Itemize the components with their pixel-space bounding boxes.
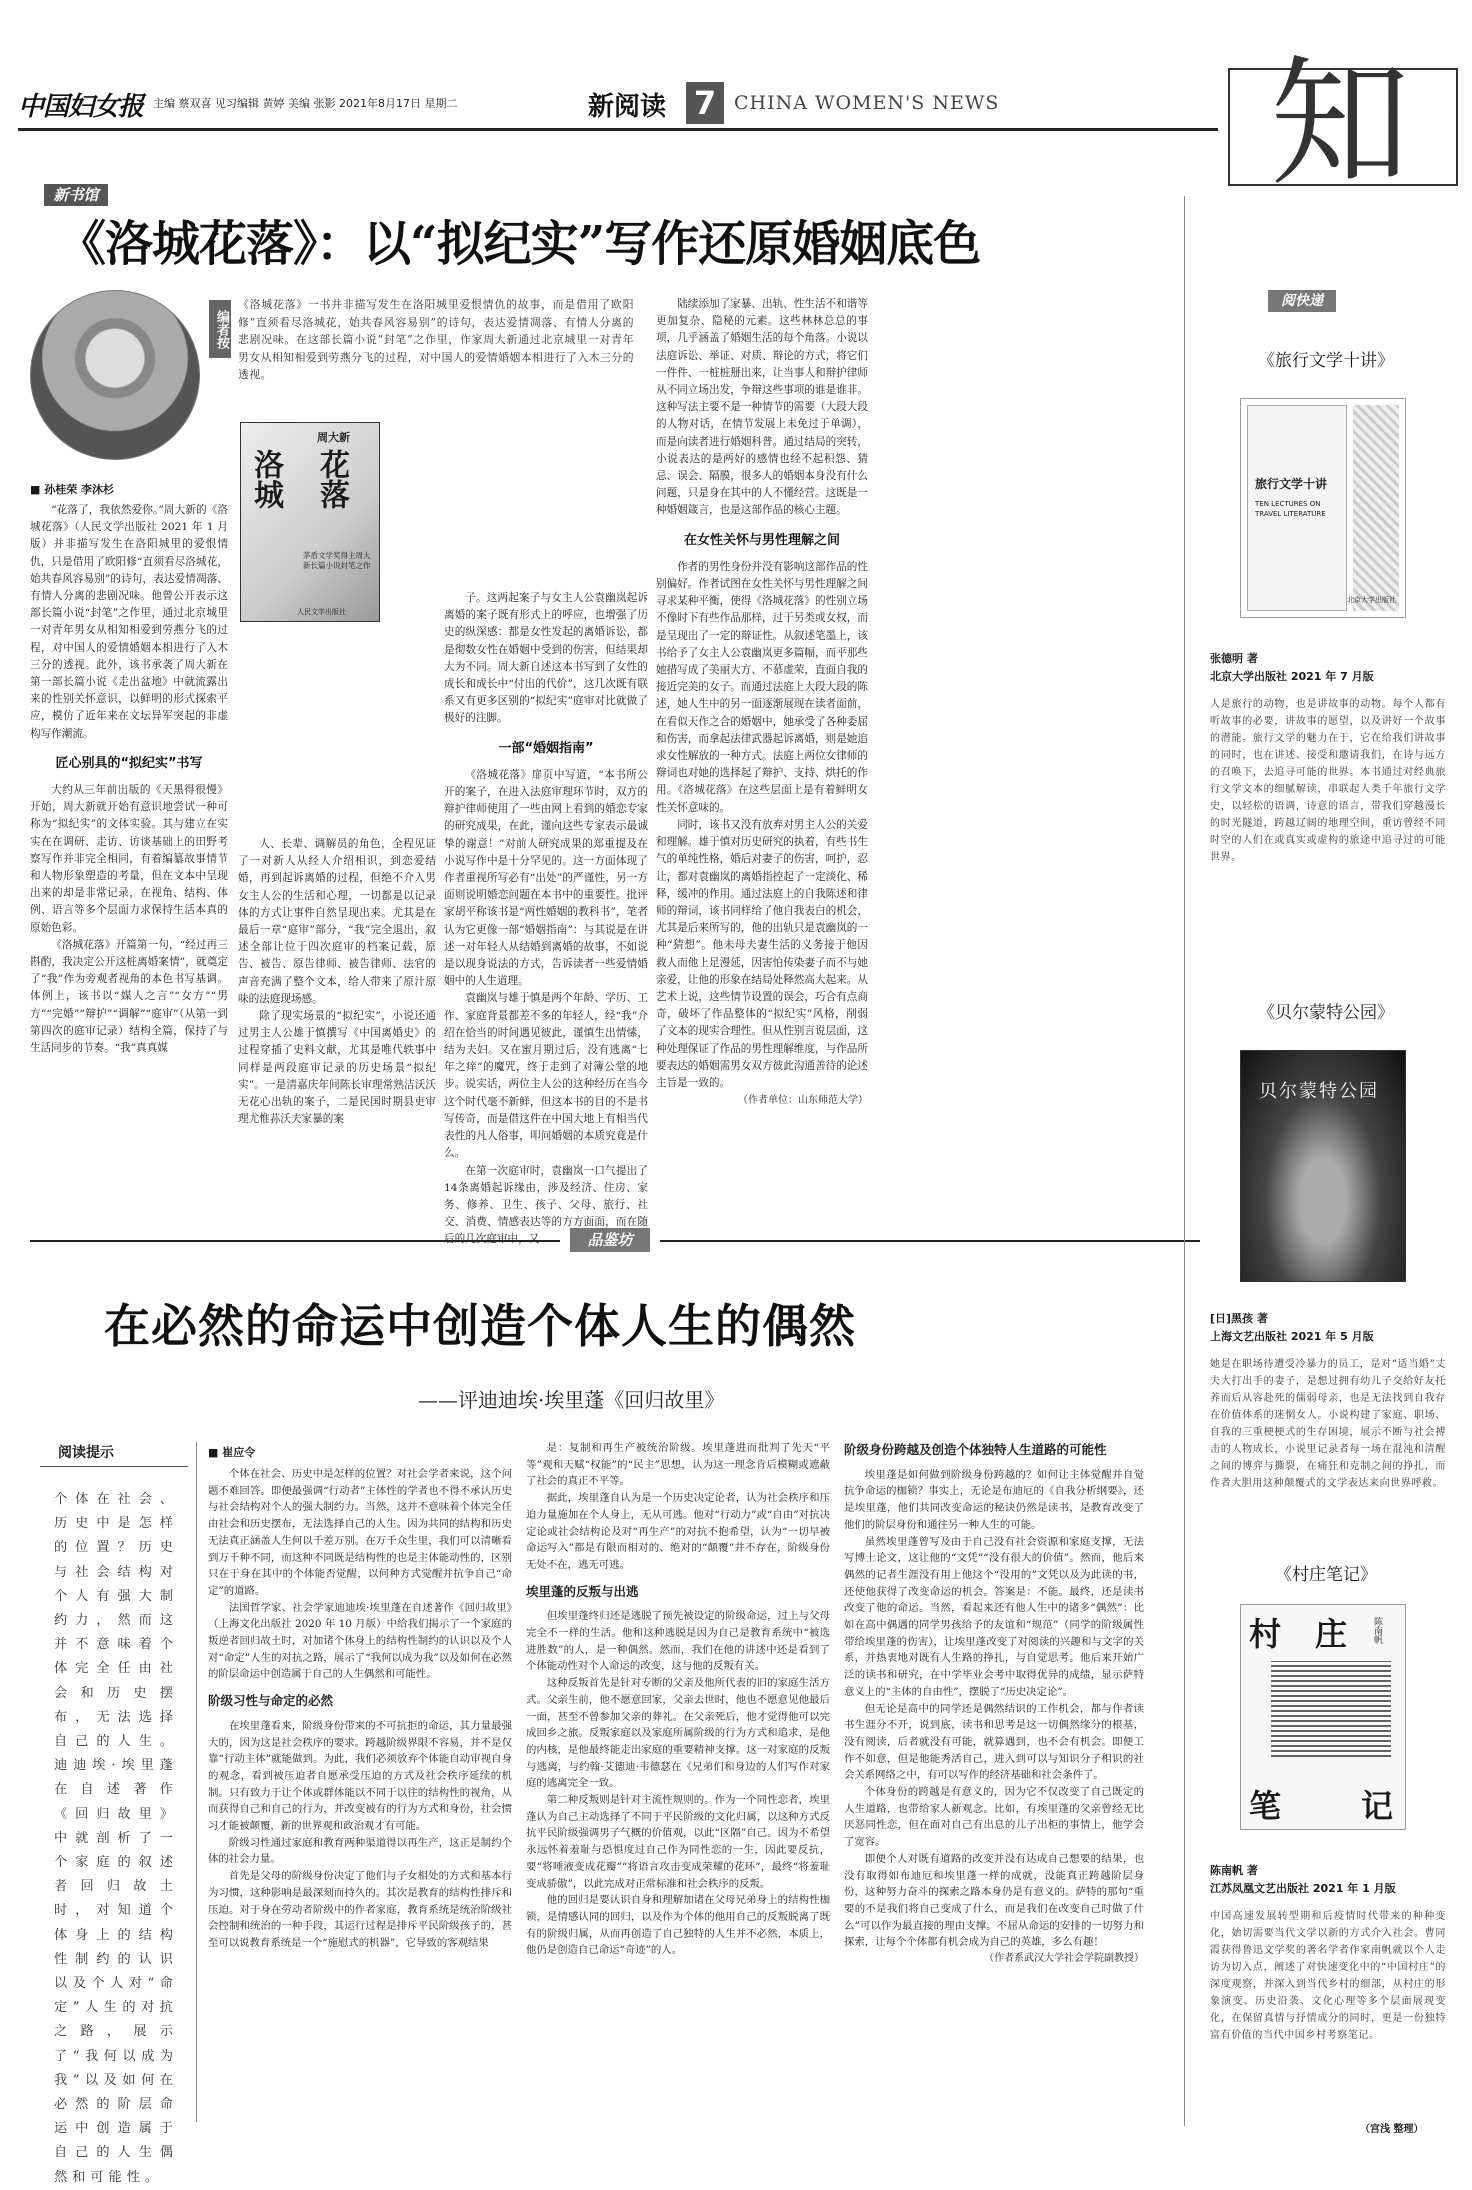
cover-title-b: 花落 [314, 449, 349, 509]
sidebar-footer: （宫浅 整理） [1360, 2124, 1424, 2135]
paragraph: 子。这两起案子与女主人公袁幽岚起诉离婚的案子既有形式上的呼应，也增强了历史的纵深感：都是女性发起的离婚诉讼，都是彻数女性在婚姻中受到的伤害，但结果却大为不同。周大新自述这本书写到了女性的成长和成长中“付出的代价”，这几次既有联系又有更多区别的“拟纪实”庭审对比就做了极好的注脚。 [444, 592, 648, 725]
sidebar-book-desc: 人是旅行的动物，也是讲故事的动物。每个人都有听故事的必要，讲故事的愿望，以及讲好一个故事的潜能。旅行文学的魅力在于，它在给我们讲故事的同时，也在讲述、接受和邀请我们，在诗与远方的召唤下，去追寻可能的世界。本书通过对经典旅行文学文本的细腻解读，串联起人类千年旅行文学史，以轻松的语调，诗意的语言，带我们穿越漫长的时光隧道，跨越辽阔的地理空间，重访曾经不同时空的人们在或真实或虚构的旅途中追寻过的可能世界。 [1210, 699, 1446, 863]
book-cover-village [1240, 1604, 1406, 1830]
book-cover-luocheng [240, 422, 380, 622]
column-tag-appreciation [570, 1228, 650, 1252]
section-name: 新阅读 [588, 92, 667, 122]
newspaper-logo: 中国妇女报 [18, 92, 144, 122]
cover-author: 陈南帆 [1372, 1617, 1382, 1644]
book-cover-travel [1240, 398, 1406, 618]
sidebar-book-desc: 她是在职场待遭受冷暴力的员工，是对“适当婚”丈夫大打出手的妻子，是想过拥有幼儿子交给好友托养而后从容赴死的儒弱母亲，也是无法找到自我存在价值体系的迷惘女人。小说构建了家庭、职场、自我的三重梗梗式的生存困境，展示不断与社会搏击的人物成长，小说里记录者每一场在混沌和清醒之间的博弈与撕裂，在痛狂和克制之间的挣扎，而作者大胆用这种颠覆式的文学表达来向世界呼救。 [1210, 1359, 1446, 1489]
top-col-1 [30, 502, 228, 1218]
paragraph: 即便个人对既有道路的改变并没有达成自己想要的结果，也没有取得如布迪厄和埃里蓬一样的成就，没能真正跨越阶层身份，这种努力奋斗的探索之路本身仍是有意义的。萨特的那句“重要的不是我们将自己变成了什么，而是我们在改变自己时做了什么”可以作为最直接的理由支撑。不屈从命运的安排的一切努力和探索，让每个个体都有机会成为自己的英雄，多么有趣！ [844, 1852, 1144, 1949]
top-col-2 [238, 836, 436, 1218]
cover-tagline: 茅盾文学奖得主周大新长篇小说封笔之作 [303, 551, 371, 570]
subheading: 阶级习性与命定的必然 [208, 1693, 334, 1709]
paragraph: 他的回归是要认识自身和理解加诸在父母兄弟身上的结构性枷锁，是情感认同的回归，以及作为个体的他用自己的反叛脱离了既有的阶级归属，从而再创造了自己独特的人生并不必然，本质上，他仍是创造自己命运“奇迹”的人。 [526, 1894, 830, 1957]
paragraph: 首先是父母的阶级身份决定了他们与子女相处的方式和基本行为习惯，这种影响是最深刻而持久的。其次是教育的结构性排斥和压迫。对于身在劳动者阶级中的作者家庭，教育系统是统治阶级社会控制和统治的一种手段，其运行过程是排斥平民阶级孩子的，甚至可以说教育系统是一个“施慰式的机器”，它导致的客观结果 [208, 1870, 512, 1949]
editor-note: 《洛城花落》一书并非描写发生在洛阳城里爱恨情仇的故事，而是借用了欧阳修“直须看尽洛城花，始共春风容易别”的诗句，表达爱情凋落、有情人分离的悲剧况味。在这部长篇小说“封笔”之作里，作家周大新通过北京城里一对青年男女从相知相爱到劳燕分飞的过程，对中国人的爱情婚姻本相进行了入木三分的透视。 [238, 298, 634, 381]
paragraph: 袁幽岚与雄于慎是两个年龄、学历、工作、家庭背景都差不多的年轻人，经“我”介绍在恰当的时间遇见彼此，谨慎生出情愫，结为夫妇。又在蜜月期过后，没有逃离“七年之痒”的魔咒，终于走到了对簿公堂的地步。说实话，两位主人公的这种经历在当今这个时代毫不新鲜，但这本书的目的不是书写传奇，而是借这件在中国大地上有相当代表性的凡人俗事，叩问婚姻的本质究竟是什么。 [444, 992, 648, 1160]
subheading: 埃里蓬的反叛与出逃 [526, 1583, 639, 1599]
paragraph: 据此，埃里蓬自认为是一个历史决定论者，认为社会秩序和压迫力量施加在个人身上，无从可逃。他对“行动力”或“自由”对抗决定论或社会结构论及对“再生产”的对抗不抱希望，认为“一切早被命运写入”都是有限而相对的、绝对的“颠覆”并不存在，阶级身份无处不在，逃无可逃。 [526, 1492, 830, 1571]
masthead-editors: 主编 蔡双喜 见习编辑 黄婷 美编 张影 2021年8月17日 星期二 [153, 97, 458, 110]
reading-tip-divider [196, 1442, 197, 2122]
paragraph: 法国哲学家、社会学家迪迪埃·埃里蓬在自述著作《回归故里》（上海文化出版社 2020 年 10 月版）中给我们揭示了一个家庭的叛逆者回归故土时，对加诸个体身上的结构性制约的认识以及个人对“命定”人生的对抗之路，展示了“我何以成为我”以及如何在必然的阶层命运中创造属于自己的人生偶然和可能性。 [208, 1601, 512, 1681]
cover-title: 贝尔蒙特公园 [1259, 1081, 1379, 1102]
page-number: 7 [686, 82, 724, 124]
cover-author: 周大新 [317, 431, 350, 444]
cover-title-a: 洛城 [248, 449, 283, 509]
top-col-4 [656, 296, 868, 1218]
column-tag-label: 新书馆 [53, 186, 99, 204]
sidebar-book-title: 《村庄笔记》 [1275, 1565, 1377, 1585]
paragraph: 但埃里蓬终归还是逃脱了预先被设定的阶级命运，过上与父母完全不一样的生活。他和这种逃脱是因为自己是教育系统中“被选进胜数”的人，是一种偶然。然而，我们在他的讲述中还是看到了个体能动性对个人命运的改变，这与他的反叛有关。 [526, 1610, 830, 1673]
paragraph: 虽然埃里蓬曾写及由于自己没有社会资源和家庭支撑，无法写博士论文，这让他的“文凭”“没有很大的价值”。然而，他后来偶然的记者生涯没有用上他这个“没用的”文凭以及为此读的书，还使他获得了改变命运的机会。答案是：不能。最终，还是读书改变了他的命运。当然，看起来还有他人生中的诸多“偶然”：比如在高中偶遇的同学男孩给予的友谊和“规范”（同学的阶级属性带给埃里蓬的伤害），让埃里蓬改变了对阅读的兴趣和与文字的关系，并热衷地对既有人生路的挣扎，与自觉思考。他后来开始广泛的读书和研究，在中学毕业会考中取得优异的成绩，显示萨特意义上的“主体的自由性”，摆脱了“历史决定论”。 [844, 1535, 1144, 1698]
section-divider-left [30, 1240, 560, 1242]
reading-tip-label: 阅读提示 [58, 1445, 114, 1461]
paragraph: 个体身份的跨越是有意义的，因为它不仅改变了自己既定的人生道路，也带给家人新观念。比如，有埃里蓬的父亲曾经无比厌恶同性恋，但在面对自己有出息的儿子出柜的事情上，他学会了宽容。 [844, 1786, 1144, 1849]
cover-char-4: 记 [1361, 1787, 1394, 1825]
bottom-col-3 [844, 1440, 1144, 2126]
cover-artwork [1271, 1661, 1391, 1757]
column-tag-label: 品鉴坊 [587, 1231, 633, 1249]
paragraph: 但无论是高中的同学还是偶然结识的工作机会，都与作者读书生涯分不开，说到底，读书和思考是这一切偶然缘分的根基，没有阅读，后者就没有可能，就算遇到，也不会有机会。即便工作不如意，但是他能秀活自己，进入到可以与知识分子相识的社会关系网络之中，有可以写作的经济基础和社会条件了。 [844, 1702, 1144, 1782]
paragraph: 阶级习性通过家庭和教育两种渠道得以再生产，这正是制约个体的社会力量。 [208, 1836, 512, 1866]
cover-en: TEN LECTURES ON TRAVEL LITERATURE [1255, 500, 1326, 518]
reading-tip-text: 个体在社会、历史中是怎样的位置？历史与社会结构对个人有强大制约力，然而这并不意味着个体完全任由社会和历史摆布，无法选择自己的人生。迪迪埃·埃里蓬在自述著作《回归故里》中就剖析了一个家庭的叙述者回归故土时，对知道个体身上的结构性制约的认识以及个人对“命定”人生的对抗之路，展示了“我何以成为我”以及如何在必然的阶层命运中创造属于自己的人生偶然和可能性。 [54, 1492, 178, 2185]
paragraph: 这种反叛首先是针对专断的父亲及他所代表的旧的家庭生活方式。父亲生前，他不愿意回家，父亲去世时，他也不愿意见他最后一面，甚至不曾参加父亲的葬礼。在父亲死后，他才觉得他可以完成回乡之旅。反叛家庭以及家庭所属阶级的行为方式和追求，是他的内核，是他最终能走出家庭的重要精神支撑。这一对家庭的反叛与逃离，与约翰·艾德迪·韦德瑟在《兄弟们和身边的人们写作对家庭的逃离完全一致。 [526, 1677, 830, 1790]
sidebar-book-desc: 中国高速发展转型期和后疫情时代带来的种种变化，始切需要当代文学以新的方式介入社会。曹同霞获得鲁迅文学奖的著名学者作家南帆就以个人走访为切入点，阐述了对快速变化中的“中国村庄”的深度观察，并深入到当代乡村的细部，从村庄的形象演变、历史沿袭、文化心理等多个层面展现变化，在保留真情与抒情成分的同时，更是一份独特富有价值的当代中国乡村考察笔记。 [1210, 1911, 1446, 2041]
paragraph: 同时，该书又没有放弃对男主人公的关爱和理解。雄于慎对历史研究的执着，有些书生气的单纯性格，婚后对妻子的伤害，呵护，忍让，都对袁幽岚的离婚指控起了一定淡化、稀释，缓冲的作用。通过法庭上的自我陈述和律师的辩词，该书同样给了他自我表白的机会，尤其是后来所写的，他的出轨只是袁幽岚的一种“猜想”。他未母夫妻生活的义务接于他因救人而他上足漫延，因害怕传染妻子而不与她亲爱，让他的形象在结局处释然高大起来。从艺术上说，这些情节设置的误会，巧合有点商奇，破坏了作品整体的“拟纪实”风格，削弱了文本的现实合理性。但从性别言说层面，这种处理保证了作品的男性理解维度，与作品所要表达的婚姻需男女双方彼此沟通善待的论述主旨是一致的。 [656, 818, 868, 1089]
sidebar-book-author: [日]黑孩 著 [1210, 1312, 1268, 1325]
bottom-article-title: 在必然的命运中创造个体人生的偶然 [104, 1299, 856, 1353]
paragraph: “花落了，我依然爱你。”周大新的《洛城花落》（人民文学出版社 2021 年 1 月版）并非描写发生在洛阳城里的爱恨情仇，只是借用了欧阳修“直须看尽洛城花，始共春风容易别”的诗句，表达爱情凋落、有情人分离的悲剧况味。他曾公开表示这部长篇小说“封笔”之作里，通过北京城里一对青年男女从相知相爱到劳燕分飞的过程，对中国人的爱情婚姻本相进行了入木三分的透视。此外，该书承袭了周大新在第一部长篇小说《走出盆地》中就流露出来的性别关怀意识，以鲜明的形式探索平应，模仿了近年来在文坛异军突起的非虚构写作潮流。 [30, 504, 228, 740]
bottom-byline: ■ 崔应令 [208, 1446, 256, 1459]
subheading: 一部“婚姻指南” [498, 740, 594, 756]
bottom-col-2 [526, 1440, 830, 2126]
sidebar-book-author: 陈南帆 著 [1210, 1864, 1258, 1877]
section-divider-right [660, 1240, 1200, 1242]
sidebar-divider [1184, 196, 1185, 2126]
sidebar-book-title: 《贝尔蒙特公园》 [1258, 1003, 1394, 1023]
book-cover-belmont [1240, 1050, 1406, 1282]
cover-publisher: 人民文学出版社 [297, 608, 346, 616]
top-col-3 [444, 590, 648, 1229]
author-photo [30, 290, 200, 460]
subheading: 在女性关怀与男性理解之间 [683, 532, 840, 548]
section-big-char-text: 知 [1270, 43, 1411, 206]
top-article-title: 《洛城花落》：以“拟纪实”写作还原婚姻底色 [58, 216, 981, 272]
paragraph: 在埃里蓬看来，阶级身份带来的不可抗拒的命运，其力量最强大的，因为这是社会秩序的要求。跨越阶级界限不容易，并不是仅靠“行动主体”就能做到。为此，我们必须放弃个体能自动审视自身的观念，看到被压迫者自愿承受压迫的方式及社会秩序延续的机制。只有致力于让个体或群体能以不同于以往的结构性的视角，从而获得自己和自己的行为，并改变被有的行为方式和身份，社会惯习才能被颠覆，新的世界观和政治观才有可能。 [208, 1719, 512, 1833]
sidebar-book-title: 《旅行文学十讲》 [1258, 351, 1394, 371]
paragraph: 《洛城花落》扉页中写道，“本书所公开的案子，在进入法庭审理环节时，双方的辩护律师使用了一些由网上看到的婚恋专家的研究成果，在此，谨向这些专家表示最诚挚的谢意！”对前人研究成果的郑重提及在小说写作中是十分罕见的。这一方面体现了作者重视所写必有“出处”的严谨性，另一方面则说明婚恋问题在本书中的重要性。批评家胡平称该书是“两性婚姻的教科书”，笔者认为它更像一部“婚姻指南”：与其说是在讲述一对年轻人从结婚到离婚的故事，不如说是以现身说法的方式，告诉读者一些爱情婚姻中的人生道理。 [444, 768, 648, 988]
paragraph: 人、长辈、调解员的角色，全程见证了一对新人从经人介绍相识，到恋爱结婚，再到起诉离婚的过程，但绝不介入男女主人公的生活和心理，一切都是以记录体的方式让事件自然呈现出来。尤其是在最后一章“庭审”部分，“我”完全退出，叙述全部让位于四次庭审的档案记载，原告、被告、原告律师、被告律师、法官的声音充满了整个文本，给人带来了原汁原味的法庭现场感。 [238, 838, 436, 1005]
paper-english-name: CHINA WOMEN'S NEWS [734, 92, 1000, 114]
paragraph: 第二种反叛则是针对主流性规则的。作为一个同性恋者，埃里蓬认为自己主动选择了不同于平民阶级的文化归属，以这种方式反抗平民阶级强调男子气概的价值观，以此“区隔”自己。因为不希望永远怀着羞耻与恐惧度过自己作为同性恋的一生，因此要反抗，要“将唾液变成花瓣”“将语言攻击变成荣耀的花环”，最终“将羞耻变成骄傲”，以此完成对正常标准和社会秩序的反叛。 [526, 1794, 830, 1890]
subheading: 阶级身份跨越及创造个体独特人生道路的可能性 [844, 1442, 1107, 1457]
cover-publisher: 北京大学出版社 [1347, 596, 1396, 604]
masthead [18, 86, 1268, 126]
author-affiliation: （作者系武汉大学社会学院副教授） [984, 1953, 1144, 1965]
paragraph: 是：复制和再生产被统治阶级。埃里蓬进而批判了先天“平等”观和天赋“权能”的“民主”思想，认为这一理念肯后模糊或遮蔽了社会的真正不平等。 [526, 1442, 830, 1488]
paragraph: 《洛城花落》开篇第一句，“经过再三斟酌，我决定公开这桩离婚案情”，就奠定了“我”作为旁观者视角的本色书写基调。体例上，该书以“媒人之言”“女方”“男方”“完婚”“辩护”“调解”“庭审”（从第一到第四次的庭审记录）结构全篇，保持了与生活同步的节奏。“我”真真媒 [30, 938, 228, 1055]
cover-char-3: 笔 [1249, 1787, 1282, 1825]
sidebar-book-author: 张德明 著 [1210, 652, 1258, 665]
subheading: 匠心别具的“拟纪实”书写 [55, 755, 203, 771]
sidebar-tag [1268, 290, 1336, 312]
sidebar-book-publisher: 上海文艺出版社 2021 年 5 月版 [1210, 1330, 1374, 1343]
sidebar-book-publisher: 北京大学出版社 2021 年 7 月版 [1210, 670, 1374, 683]
cover-title: 旅行文学十讲 [1255, 477, 1328, 491]
paragraph: 个体在社会、历史中是怎样的位置？对社会学者来说，这个问题不难回答。即便最强调“行动者”主体性的学者也不得不承认历史与社会结构对个人的强大制约力。当然，这并不意味着个体完全任由社会和历史摆布，无法选择自己的人生。因为共同的结构和历史无法真正涵盖人生何以千差万别。在万千众生里，我们可以清晰看到万千种不同，而这种不同既是结构性的也是主体能动性的，区别只在于身在其中的个体能否觉醒，以何种方式觉醒并抗争自己“命定”的道路。 [208, 1468, 512, 1597]
reading-tip-rule [40, 1466, 188, 1467]
sidebar-tag-label: 阅快递 [1281, 293, 1323, 309]
paragraph: 埃里蓬是如何做到阶级身份跨越的？如何让主体觉醒并自觉抗争命运的枷锁？事实上，无论是布迪厄的《自我分析纲要》，还是埃里蓬，他们共同改变命运的秘诀仍然是读书，是教育改变了他们的阶层身份和通往另一种人生的可能。 [844, 1468, 1144, 1531]
editor-note-tag: 编者按 [209, 300, 231, 358]
sidebar-book-publisher: 江苏凤凰文艺出版社 2021 年 1 月版 [1210, 1882, 1396, 1895]
paragraph: 陆续添加了家暴、出轨、性生活不和谐等更加复杂、隐秘的元素。这些林林总总的事项，几乎涵盖了婚姻生活的每个角落。小说以法庭诉讼、举证、对质、辩论的方式，将它们一件件、一桩桩掰出来，让当事人和辩护律师从不同立场出发，争辩这些事项的谁是谁非。这种写法主要不是一种情节的需要（大段大段的人物对话，在情节发展上未免过于单调），而是向读者进行婚姻科普。通过结局的突转，小说表达的是两好的感情也经不起积怨、猜忌、误会、隔膜，很多人的婚姻本身没有什么问题，只是身在其中的人不懂经营。这既是一种婚姻箴言，也是这部作品的核心主题。 [656, 298, 868, 517]
bottom-col-1 [208, 1466, 512, 2126]
cover-char-1: 村 [1249, 1615, 1282, 1653]
cover-map [1353, 405, 1399, 611]
bottom-article-subtitle: ——评迪迪埃·埃里蓬《回归故里》 [418, 1388, 725, 1412]
cover-char-2: 庄 [1315, 1615, 1348, 1653]
author-affiliation: （作者单位：山东师范大学） [738, 1095, 868, 1107]
masthead-rule [18, 128, 1218, 131]
paragraph: 在第一次庭审时，袁幽岚一口气提出了14条离婚起诉缘由，涉及经济、住房、家务、修养、卫生、孩子、父母、旅行、社交、消费、情感表达等的方方面面，而在随 [444, 1164, 648, 1229]
column-tag-new-books [44, 184, 108, 206]
paragraph: 作者的男性身份并没有影响这部作品的性别偏好。作者试图在女性关怀与男性理解之间寻求某种平衡，使得《洛城花落》的性别立场不像时下有些作品那样，过于另类或女权，而是呈现出了一定的辩证性。从叙述笔墨上，该书给予了女主人公袁幽岚更多篇幅，而平那些她措写成了美丽大方、不慕虚荣，直面自我的接近完美的女子。而通过法庭上大段大段的陈述，她人生中的另一面逐渐展现在读者面前，在看似天作之合的婚姻中，她承受了各种委屈和伤害，而拿起法律武器起诉离婚，则是她追求女性解放的一种方式。法庭上两位女律师的辩词也对她的选择起了辩护、支持、烘托的作用。《洛城花落》在这些层面上是有着鲜明女性关怀意味的。 [656, 560, 868, 814]
paragraph: 除了现实场景的“拟纪实”，小说还通过男主人公雄于慎撰写《中国离婚史》的过程穿插了史料文献，尤其是唯代轶事中同样是两段庭审记录的历史场景“拟纪实”。一是清嘉庆年间陈长审理常熟洁沃沃无花心出轨的案子，二是民国时期县吏审理尤惟荪沃夫家暴的案 [238, 1010, 436, 1126]
byline: ■ 孙桂荣 李沐杉 [30, 483, 115, 496]
paragraph: 大约从三年前出版的《天黑得很慢》开始，周大新就开始有意识地尝试一种可称为“拟纪实”的文体实验。其与建立在实实在在调研、走访、访谈基础上的田野考察写作并非完全相同，有着编纂故事情节和人物形象塑造的考量，但在文本中呈现出来的却是非常记录，在视角、结构、体例、语言等多个层面力求保持生活本真的原始色彩。 [30, 784, 228, 934]
